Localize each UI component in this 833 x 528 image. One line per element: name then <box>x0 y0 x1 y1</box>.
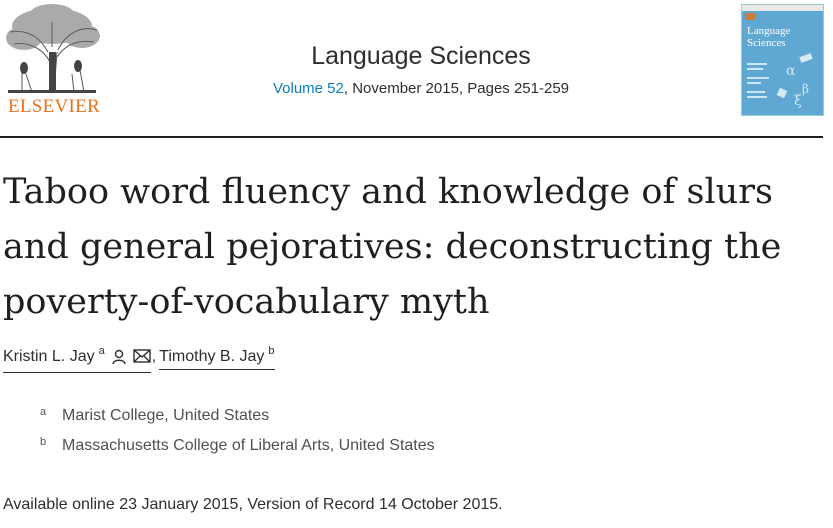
affiliation-text: Marist College, United States <box>62 407 270 424</box>
journal-cover-thumbnail[interactable] <box>741 4 824 116</box>
cover-title-line1: Language <box>747 25 791 37</box>
svg-text:ξ: ξ <box>794 93 802 109</box>
svg-text:α: α <box>786 63 796 79</box>
author-separator: , <box>151 348 157 365</box>
publication-dates: Available online 23 January 2015, Version of Record 14 October 2015. <box>3 496 503 513</box>
person-icon <box>111 349 127 370</box>
affiliation-letter: a <box>40 406 47 418</box>
affiliation-superscript: a <box>98 345 105 357</box>
affiliation-list <box>40 407 435 467</box>
author-link-kristin-jay[interactable] <box>3 345 151 373</box>
affiliation-text: Massachusetts College of Liberal Arts, United States <box>62 437 435 454</box>
cover-art <box>742 5 823 115</box>
cover-title-line2: Sciences <box>747 37 786 49</box>
affiliation-item <box>40 407 435 437</box>
article-title: Taboo word fluency and knowledge of slurs and general pejoratives: deconstructing the poverty-of-vocabulary myth <box>3 172 782 322</box>
journal-meta <box>150 80 692 97</box>
author-link-timothy-jay[interactable] <box>159 345 275 370</box>
publisher-name: ELSEVIER <box>7 96 101 117</box>
header-divider <box>0 136 823 138</box>
author-list <box>3 345 275 373</box>
elsevier-logo[interactable] <box>2 2 102 115</box>
journal-title[interactable]: Language Sciences <box>311 42 531 70</box>
issue-details: , November 2015, Pages 251-259 <box>343 80 570 97</box>
affiliation-item <box>40 437 435 467</box>
affiliation-superscript: b <box>268 345 275 357</box>
author-name: Timothy B. Jay <box>159 348 265 365</box>
elsevier-tree-icon <box>2 2 102 94</box>
affiliation-letter: b <box>40 436 47 448</box>
volume-link[interactable]: Volume 52 <box>272 80 344 97</box>
envelope-icon <box>133 349 151 368</box>
svg-text:β: β <box>802 82 809 96</box>
author-name: Kristin L. Jay <box>3 348 95 365</box>
